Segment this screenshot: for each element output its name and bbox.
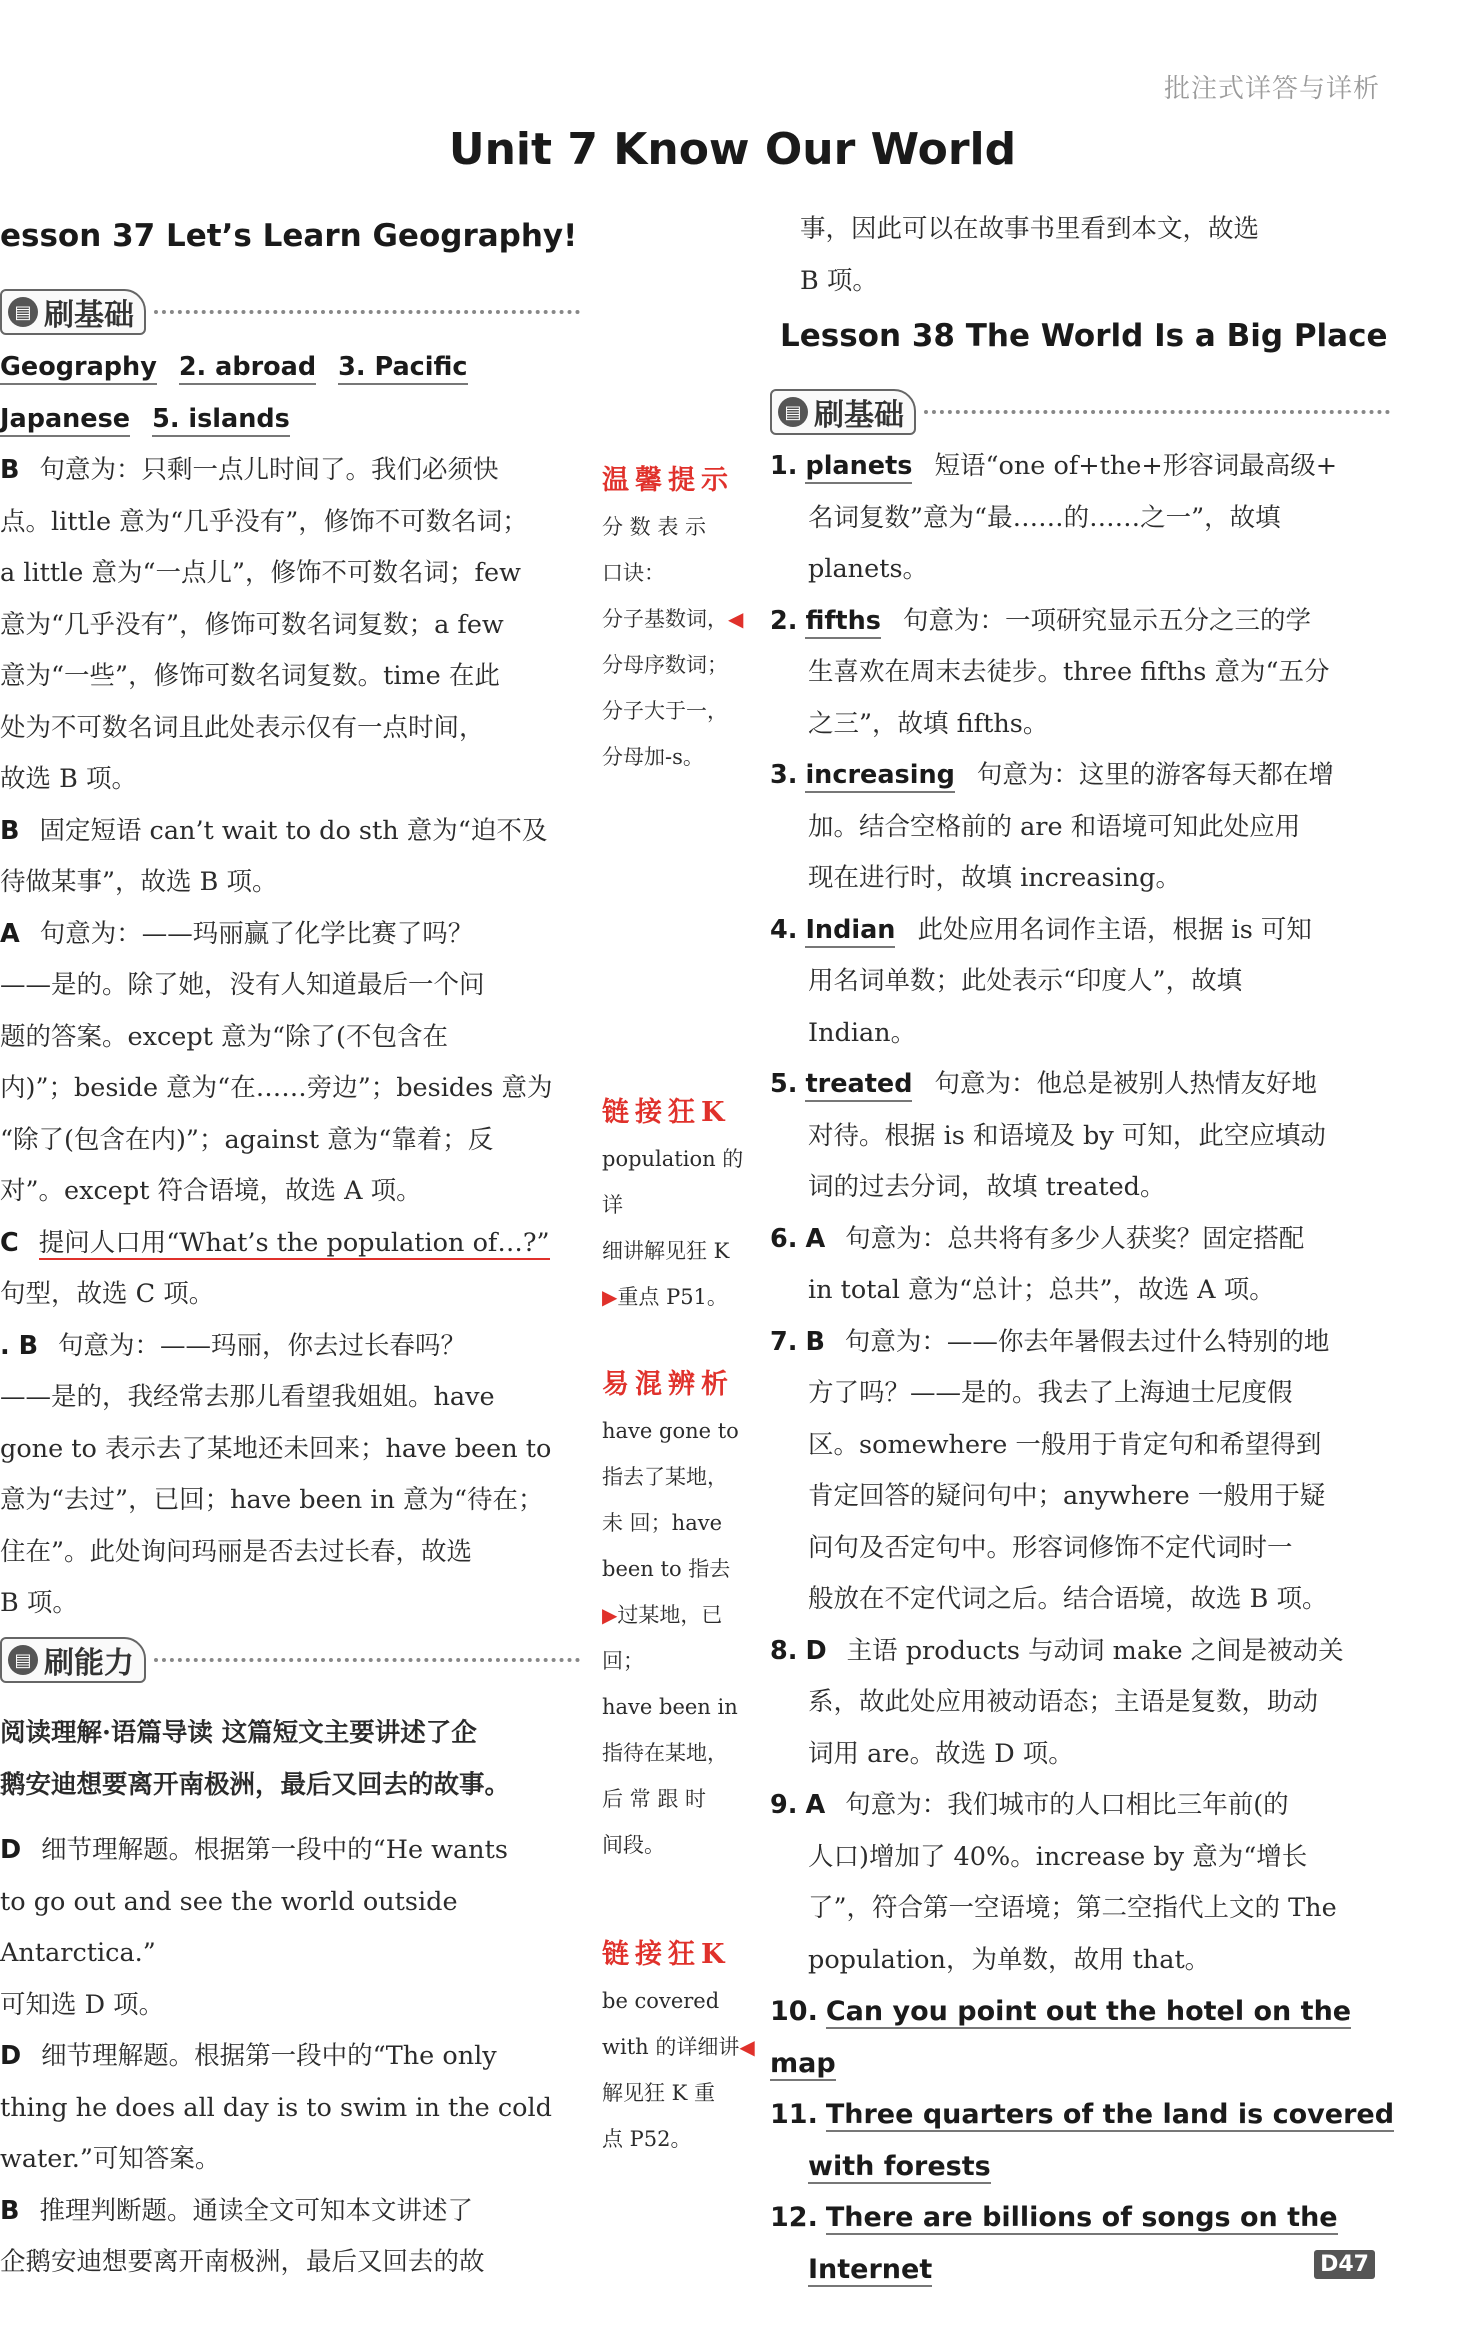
tip-title: 温馨提示 (602, 465, 734, 496)
answer-r10: 10. Can you point out the hotel on the map (770, 1996, 1352, 2079)
reading-answer-1: D 细节理解题。根据第一段中的“He wants to go out and see the world outside Antarctica.” 可知选 D 项。 (0, 1835, 508, 2020)
book-icon: ▤ (778, 397, 808, 427)
answer-r2: 2. fifths 句意为：一项研究显示五分之三的学 生喜欢在周末去徒步。three fifths 意为“五分 之三”，故填 fifths。 (770, 605, 1330, 739)
link-population: 链接狂K population 的详 细讲解见狂 K ▶重点 P51。 (602, 1090, 762, 1320)
book-icon: ▤ (8, 1645, 38, 1675)
answer-6: B 句意为：只剩一点儿时间了。我们必须快 点。little 意为“几乎没有”，修饰不可数名词； a little 意为“一点儿”，修饰不可数名词；few 意为“几乎没有”，修饰可数名词复数；a few 意为“一些”，修饰可数名词复数。time 在此 处为不可数名词且此处表示仅有一点时间， 故选 B 项。 (0, 455, 528, 794)
series-label: 批注式详答与详析 (1163, 74, 1380, 104)
reading-section: 阅读理解·语篇导读 这篇短文主要讲述了企 鹅安迪想要离开南极洲，最后又回去的故事。 D 细节理解题。根据第一段中的“He wants to go out and see the world outside Antarctica.” 可知选 D 项。 D 细节理解题。根据第一段中的“The only thing he does all day is to swim in the cold water.”可知答案。 B 推理判断题。通读全文可知本文讲述了 企鹅安迪想要离开南极洲，最后又回去的故 (0, 1708, 590, 2289)
dotted-divider (924, 410, 1390, 414)
answer-r3: 3. increasing 句意为：这里的游客每天都在增 加。结合空格前的 are 和语境可知此处应用 现在进行时，故填 increasing。 (770, 760, 1334, 893)
answer-r1: 1. planets 短语“one of+the+形容词最高级+ 名词复数”意为“最……的……之一”，故填 planets。 (770, 451, 1338, 584)
arrow-icon: ▶ (602, 1285, 618, 1309)
section-basic-left (0, 290, 580, 334)
answer-row (0, 342, 590, 394)
book-icon: ▤ (8, 297, 38, 327)
answer-8: A 句意为：——玛丽赢了化学比赛了吗？ ——是的。除了她，没有人知道最后一个问 题的答案。except 意为“除了(不包含在 内)”；beside 意为“在……旁边”；besides 意为 “除了(包含在内)”；against 意为“靠着；反 对”。except 符合语境，故选 A 项。 (0, 918, 553, 1206)
answer-pacific: 3. Pacific (338, 352, 467, 385)
section-badge: ▤ 刷能力 (0, 1637, 146, 1683)
tip-title: 易混辨析 (602, 1369, 734, 1400)
lesson-38-title: Lesson 38 The World Is a Big Place (780, 318, 1388, 354)
section-badge: ▤ 刷基础 (770, 389, 916, 435)
answer-r6: 6. A 句意为：总共将有多少人获奖？固定搭配 in total 意为“总计；总共”，故选 A 项。 (770, 1223, 1305, 1305)
arrow-icon: ◀ (728, 607, 744, 631)
right-answers (770, 441, 1395, 2295)
answer-islands: 5. islands (152, 404, 290, 437)
answer-9: C 提问人口用“What’s the population of…?” 句型，故选 C 项。 (0, 1227, 550, 1309)
answer-7: B 固定短语 can’t wait to do sth 意为“迫不及 待做某事”，故选 B 项。 (0, 815, 548, 897)
answer-r11: 11. Three quarters of the land is covered with forests (770, 2099, 1395, 2182)
section-ability (0, 1638, 580, 1682)
section-basic-right (770, 390, 1390, 434)
arrow-icon: ▶ (602, 1603, 618, 1627)
answer-geography: Geography (0, 352, 157, 385)
tip-confusable: 易混辨析 have gone to 指去了某地， 未 回；have been to 指去 ▶过某地，已回； have been in 指待在某地， 后 常 跟 时 间段。 (602, 1362, 762, 1868)
continued-text: 事，因此可以在故事书里看到本文，故选 B 项。 (800, 214, 1260, 296)
dotted-divider (154, 310, 580, 314)
answer-abroad: 2. abroad (179, 352, 316, 385)
link-title: 链接狂K (602, 1097, 731, 1128)
link-title: 链接狂K (602, 1939, 731, 1970)
answer-r4: 4. Indian 此处应用名词作主语，根据 is 可知 用名词单数；此处表示“印度人”，故填 Indian。 (770, 914, 1312, 1048)
dotted-divider (154, 1658, 580, 1662)
section-badge: ▤ 刷基础 (0, 289, 146, 335)
link-covered-with: 链接狂K be covered with 的详细讲◀ 解见狂 K 重 点 P52。 (602, 1932, 762, 2162)
answer-row (0, 394, 590, 446)
arrow-icon: ◀ (739, 2035, 755, 2059)
tip-fractions: 温馨提示 分 数 表 示 口诀： 分子基数词，◀ 分母序数词； 分子大于一， 分母加-s。 (602, 458, 762, 780)
answer-r8: 8. D 主语 products 与动词 make 之间是被动关 系，故此处应用被动语态；主语是复数，助动 词用 are。故选 D 项。 (770, 1635, 1344, 1769)
reading-answer-3: B 推理判断题。通读全文可知本文讲述了 企鹅安迪想要离开南极洲，最后又回去的故 (0, 2195, 485, 2277)
answer-japanese: Japanese (0, 404, 130, 437)
answer-r12: 12. There are billions of songs on the Internet (770, 2202, 1338, 2285)
answer-r5: 5. treated 句意为：他总是被别人热情友好地 对待。根据 is 和语境及 by 可知，此空应填动 词的过去分词，故填 treated。 (770, 1069, 1326, 1202)
page-number: D47 (1314, 2250, 1375, 2279)
lesson-37-title: esson 37 Let’s Learn Geography! (0, 218, 578, 254)
answer-r7: 7. B 句意为：——你去年暑假去过什么特别的地 方了吗？——是的。我去了上海迪士尼度假 区。somewhere 一般用于肯定句和希望得到 肯定回答的疑问句中；anywhere 一般用于疑 问句及否定句中。形容词修饰不定代词时一 般放在不定代词之后。结合语境，故选 B 项。 (770, 1326, 1330, 1614)
reading-intro: 阅读理解·语篇导读 这篇短文主要讲述了企 (0, 1718, 477, 1748)
reading-answer-2: D 细节理解题。根据第一段中的“The only thing he does all day is to swim in the cold water.”可知答案。 (0, 2041, 552, 2174)
left-answers (0, 342, 590, 1630)
unit-title: Unit 7 Know Our World (448, 124, 1017, 175)
answer-10: . B 句意为：——玛丽，你去过长春吗？ ——是的，我经常去那儿看望我姐姐。have gone to 表示去了某地还未回来；have been to 意为“去过”，已回；have been in 意为“待在； 住在”。此处询问玛丽是否去过长春，故选 B 项。 (0, 1330, 552, 1618)
answer-r9: 9. A 句意为：我们城市的人口相比三年前(的 人口)增加了 40%。increase by 意为“增长 了”，符合第一空语境；第二空指代上文的 The population，为单数，故用 that。 (770, 1790, 1337, 1975)
